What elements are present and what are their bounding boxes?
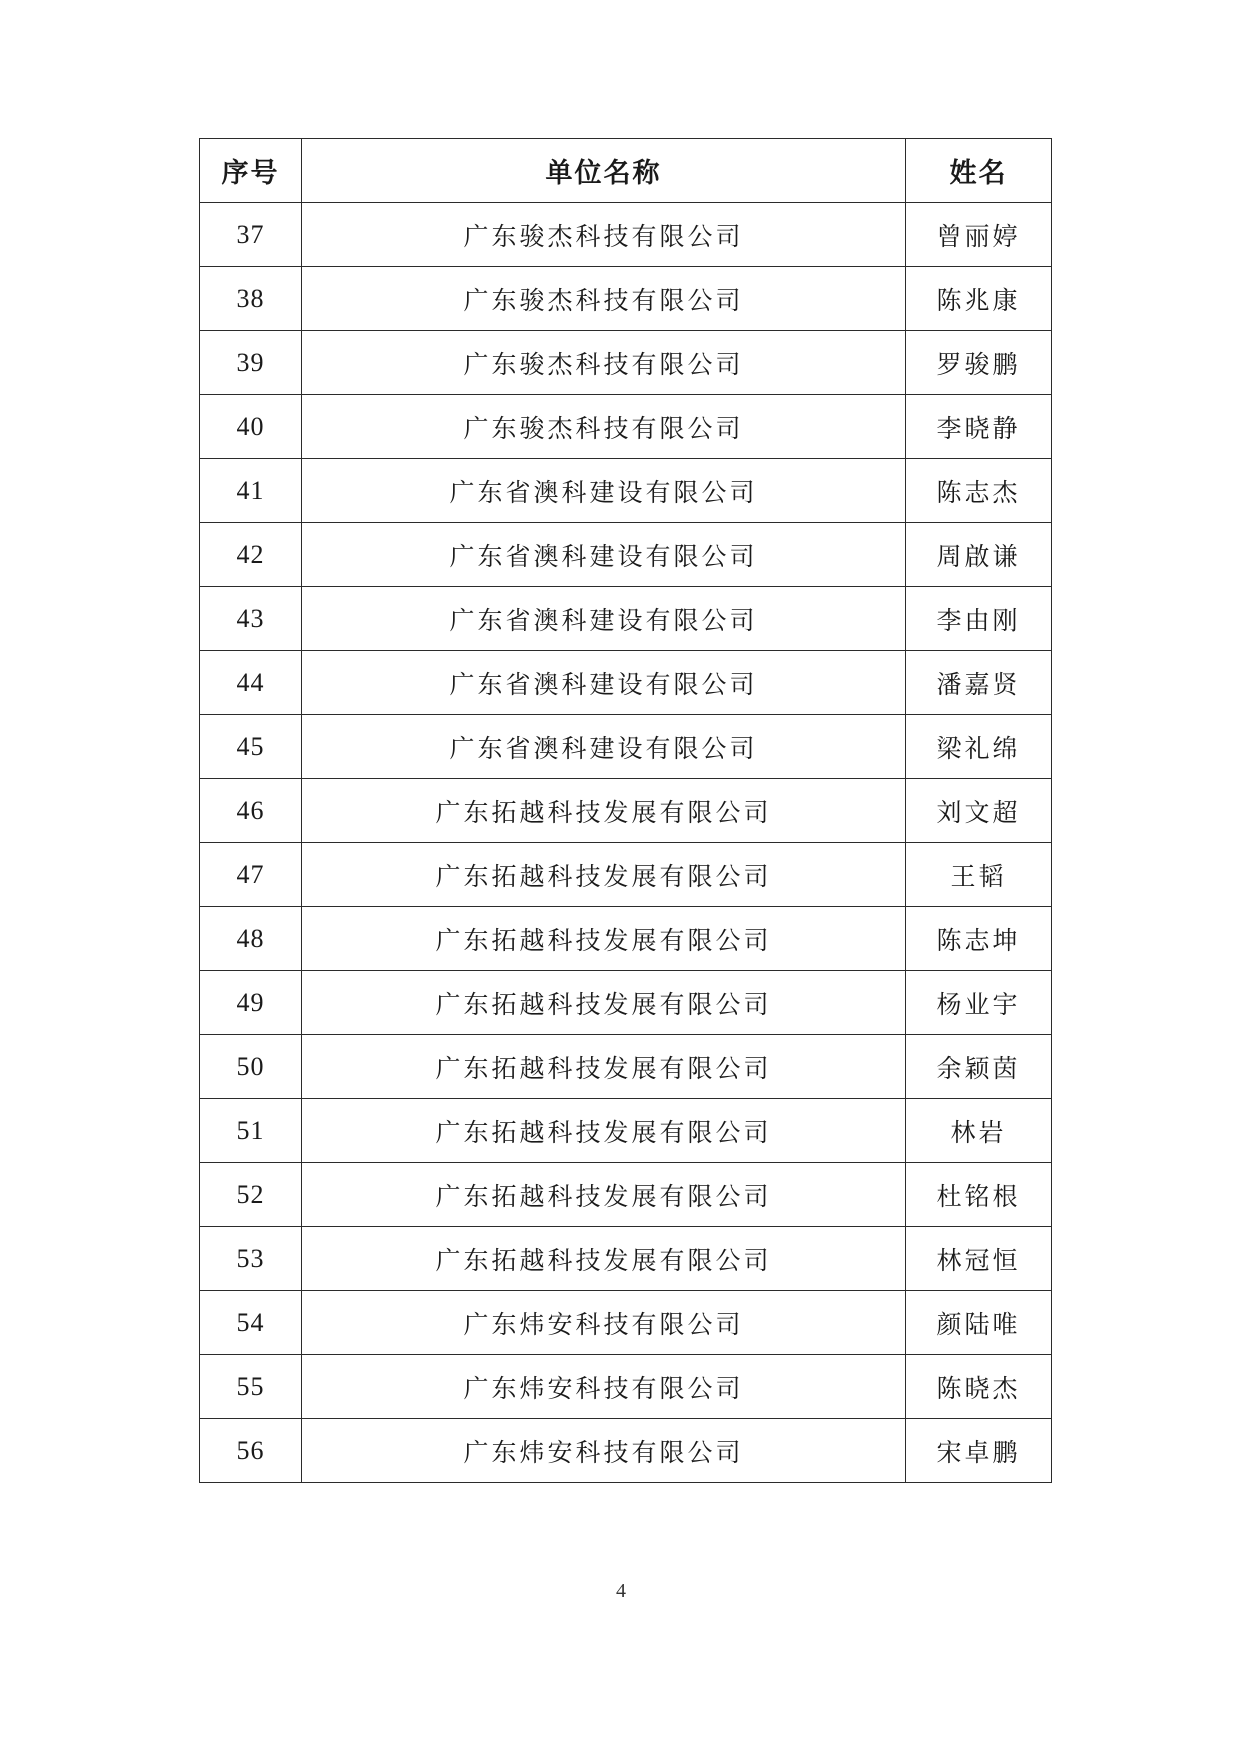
person-name-cell: 梁礼绵 [906,715,1052,779]
unit-name-cell: 广东骏杰科技有限公司 [302,331,906,395]
serial-number-cell: 52 [200,1163,302,1227]
table-row [200,267,1052,331]
table-body [200,203,1052,1483]
person-name-cell: 陈志坤 [906,907,1052,971]
serial-number-cell: 50 [200,1035,302,1099]
person-name-cell: 颜陆唯 [906,1291,1052,1355]
header-row [200,139,1052,203]
unit-name-cell: 广东省澳科建设有限公司 [302,651,906,715]
serial-number-cell: 37 [200,203,302,267]
header-serial-number: 序号 [200,139,302,203]
person-name-cell: 宋卓鹏 [906,1419,1052,1483]
table-row [200,1035,1052,1099]
serial-number-cell: 55 [200,1355,302,1419]
serial-number-cell: 47 [200,843,302,907]
unit-name-cell: 广东骏杰科技有限公司 [302,395,906,459]
person-name-cell: 周啟谦 [906,523,1052,587]
serial-number-cell: 43 [200,587,302,651]
table-row [200,715,1052,779]
table-row [200,459,1052,523]
unit-name-cell: 广东省澳科建设有限公司 [302,523,906,587]
serial-number-cell: 42 [200,523,302,587]
table-row [200,395,1052,459]
person-name-cell: 李由刚 [906,587,1052,651]
unit-name-cell: 广东省澳科建设有限公司 [302,715,906,779]
serial-number-cell: 48 [200,907,302,971]
serial-number-cell: 41 [200,459,302,523]
unit-name-cell: 广东炜安科技有限公司 [302,1355,906,1419]
person-name-cell: 陈志杰 [906,459,1052,523]
unit-name-cell: 广东拓越科技发展有限公司 [302,1227,906,1291]
person-name-cell: 杨业宇 [906,971,1052,1035]
serial-number-cell: 38 [200,267,302,331]
table-row [200,1355,1052,1419]
person-name-cell: 曾丽婷 [906,203,1052,267]
table-header [200,139,1052,203]
unit-name-cell: 广东拓越科技发展有限公司 [302,779,906,843]
unit-name-cell: 广东拓越科技发展有限公司 [302,843,906,907]
table-row [200,1419,1052,1483]
serial-number-cell: 49 [200,971,302,1035]
unit-name-cell: 广东炜安科技有限公司 [302,1291,906,1355]
table-row [200,203,1052,267]
unit-name-cell: 广东炜安科技有限公司 [302,1419,906,1483]
unit-name-cell: 广东省澳科建设有限公司 [302,587,906,651]
serial-number-cell: 46 [200,779,302,843]
person-name-cell: 林冠恒 [906,1227,1052,1291]
table-row [200,1099,1052,1163]
table-row [200,843,1052,907]
table-row [200,651,1052,715]
serial-number-cell: 44 [200,651,302,715]
header-unit-name: 单位名称 [302,139,906,203]
unit-name-cell: 广东拓越科技发展有限公司 [302,1035,906,1099]
person-name-cell: 刘文超 [906,779,1052,843]
serial-number-cell: 51 [200,1099,302,1163]
serial-number-cell: 45 [200,715,302,779]
table-row [200,907,1052,971]
person-name-cell: 李晓静 [906,395,1052,459]
person-name-cell: 林岩 [906,1099,1052,1163]
person-name-cell: 王韬 [906,843,1052,907]
unit-name-cell: 广东骏杰科技有限公司 [302,203,906,267]
unit-name-cell: 广东省澳科建设有限公司 [302,459,906,523]
serial-number-cell: 56 [200,1419,302,1483]
table-row [200,1291,1052,1355]
serial-number-cell: 39 [200,331,302,395]
serial-number-cell: 40 [200,395,302,459]
table-row [200,1227,1052,1291]
unit-name-cell: 广东拓越科技发展有限公司 [302,1099,906,1163]
unit-name-cell: 广东拓越科技发展有限公司 [302,971,906,1035]
person-name-cell: 余颖茵 [906,1035,1052,1099]
table-row [200,587,1052,651]
header-person-name: 姓名 [906,139,1052,203]
person-name-cell: 罗骏鹏 [906,331,1052,395]
unit-name-cell: 广东拓越科技发展有限公司 [302,907,906,971]
table-row [200,971,1052,1035]
page-number: 4 [616,1580,626,1602]
table-row [200,331,1052,395]
serial-number-cell: 53 [200,1227,302,1291]
serial-number-cell: 54 [200,1291,302,1355]
person-name-cell: 陈兆康 [906,267,1052,331]
person-name-cell: 潘嘉贤 [906,651,1052,715]
roster-table [199,138,1052,1483]
person-name-cell: 杜铭根 [906,1163,1052,1227]
table-row [200,523,1052,587]
table-row [200,779,1052,843]
table-row [200,1163,1052,1227]
unit-name-cell: 广东拓越科技发展有限公司 [302,1163,906,1227]
unit-name-cell: 广东骏杰科技有限公司 [302,267,906,331]
person-name-cell: 陈晓杰 [906,1355,1052,1419]
